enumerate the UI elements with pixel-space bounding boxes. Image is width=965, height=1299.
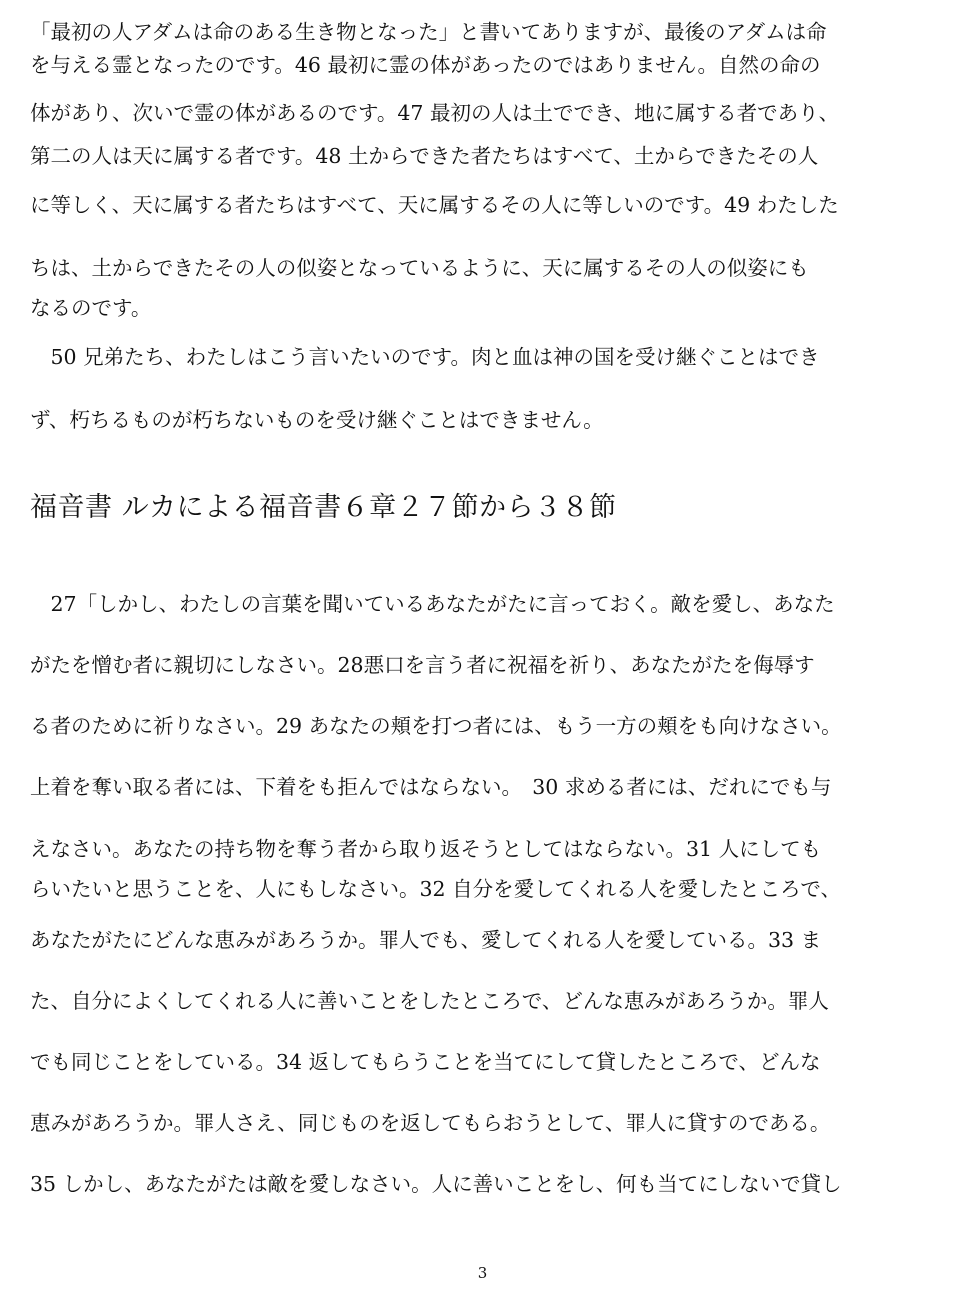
text-line: を与える霊となったのです。46 最初に霊の体があったのではありません。自然の命の <box>30 53 821 77</box>
text-line: 体があり、次いで霊の体があるのです。47 最初の人は土ででき、地に属する者であり、 <box>30 101 840 125</box>
text-line: 「最初の人アダムは命のある生き物となった」と書いてありますが、最後のアダムは命 <box>30 20 827 44</box>
text-line: に等しく、天に属する者たちはすべて、天に属するその人に等しいのです。49 わたした <box>30 193 839 217</box>
text-line: 50 兄弟たち、わたしはこう言いたいのです。肉と血は神の国を受け継ぐことはでき <box>30 345 820 369</box>
text-line: らいたいと思うことを、人にもしなさい。32 自分を愛してくれる人を愛したところで、 <box>30 877 841 901</box>
text-line: なるのです。 <box>30 296 152 320</box>
page-number: 3 <box>477 1264 488 1282</box>
text-line: ちは、土からできたその人の似姿となっているように、天に属するその人の似姿にも <box>30 256 809 280</box>
text-line: 35 しかし、あなたがたは敵を愛しなさい。人に善いことをし、何も当てにしないで貸し <box>30 1172 842 1196</box>
text-line: がたを憎む者に親切にしなさい。28悪口を言う者に祝福を祈り、あなたがたを侮辱す <box>30 653 815 677</box>
text-line: 恵みがあろうか。罪人さえ、同じものを返してもらおうとして、罪人に貸すのである。 <box>30 1111 831 1135</box>
text-line: る者のために祈りなさい。29 あなたの頬を打つ者には、もう一方の頬をも向けなさい。 <box>30 714 842 738</box>
text-line: あなたがたにどんな恵みがあろうか。罪人でも、愛してくれる人を愛している。33 ま <box>30 928 822 952</box>
text-line: でも同じことをしている。34 返してもらうことを当てにして貸したところで、どんな <box>30 1050 821 1074</box>
text-line: えなさい。あなたの持ち物を奪う者から取り返そうとしてはならない。31 人にしても <box>30 837 822 861</box>
text-line: ず、朽ちるものが朽ちないものを受け継ぐことはできません。 <box>30 408 604 432</box>
text-line: た、自分によくしてくれる人に善いことをしたところで、どんな恵みがあろうか。罪人 <box>30 989 829 1013</box>
text-line: 第二の人は天に属する者です。48 土からできた者たちはすべて、土からできたその人 <box>30 144 819 168</box>
section-heading: 福音書 ルカによる福音書６章２７節から３８節 <box>30 492 617 523</box>
text-line: 上着を奪い取る者には、下着をも拒んではならない。 30 求める者には、だれにでも与 <box>30 775 832 799</box>
text-line: 27「しかし、わたしの言葉を聞いているあなたがたに言っておく。敵を愛し、あなた <box>30 592 835 616</box>
